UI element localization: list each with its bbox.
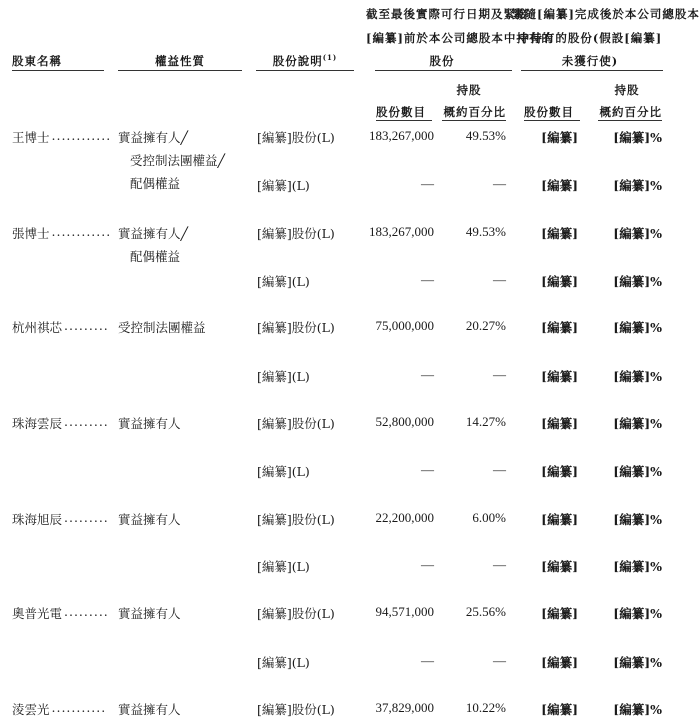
- percentage-pre-listing: —: [493, 367, 506, 382]
- leader-dots: .........: [64, 604, 109, 619]
- leader-dots: .........: [64, 414, 109, 429]
- nature-of-interest: 實益擁有人╱: [118, 130, 189, 145]
- leader-dots: .........: [64, 318, 109, 333]
- shares-post-listing: [編纂]: [541, 606, 578, 621]
- col-header-pct-right-underline: [598, 120, 662, 121]
- col-header-pct-left-line1: 持股: [456, 83, 482, 97]
- shares-pre-listing: 183,267,000: [369, 128, 434, 143]
- shareholder-name: 淩雲光: [12, 702, 50, 717]
- percentage-pre-listing: —: [493, 653, 506, 668]
- nature-of-interest: 實益擁有人: [118, 702, 181, 717]
- percentage-pre-listing: 6.00%: [472, 510, 506, 525]
- shareholder-name: 杭州祺芯: [12, 320, 63, 335]
- percentage-pre-listing: 14.27%: [465, 414, 506, 429]
- percentage-pre-listing: 49.53%: [465, 128, 506, 143]
- percentage-post-listing: [編纂]%: [613, 416, 662, 431]
- percentage-pre-listing: 49.53%: [465, 224, 506, 239]
- percentage-pre-listing: —: [493, 272, 506, 287]
- percentage-post-listing: [編纂]%: [613, 274, 662, 289]
- col-header-shares-left-underline: [376, 120, 432, 121]
- shares-pre-listing: 22,200,000: [375, 510, 434, 525]
- percentage-post-listing: [編纂]%: [613, 655, 662, 670]
- percentage-post-listing: [編纂]%: [613, 130, 662, 145]
- post-listing-group-underline: [521, 70, 663, 71]
- col-header-share-description: [256, 53, 354, 69]
- shareholder-name: 珠海旭辰: [12, 512, 63, 527]
- col-header-pct-left-line2: 概約百分比: [443, 105, 506, 119]
- share-description: [編纂]股份(L): [257, 320, 335, 335]
- col-header-pct-right-line2: 概約百分比: [599, 105, 662, 119]
- share-description: [編纂](L): [257, 178, 310, 193]
- shares-pre-listing: 94,571,000: [375, 604, 434, 619]
- shareholder-name: 珠海雲辰: [12, 416, 63, 431]
- post-listing-group-title-line1: 緊隨[編纂]完成後於本公司總股本: [512, 7, 700, 21]
- pre-listing-group-title-line1: 截至最後實際可行日期及緊接: [366, 7, 529, 21]
- pre-listing-group-title-line2: [編纂]前於本公司總股本中持有的: [366, 31, 554, 45]
- col-header-shares-right-underline: [524, 120, 580, 121]
- percentage-post-listing: [編纂]%: [613, 369, 662, 384]
- percentage-post-listing: [編纂]%: [613, 226, 662, 241]
- shares-pre-listing: —: [421, 462, 434, 477]
- percentage-pre-listing: —: [493, 557, 506, 572]
- shares-post-listing: [編纂]: [541, 559, 578, 574]
- shares-pre-listing: —: [421, 653, 434, 668]
- footnote-marker: (1): [322, 53, 338, 63]
- share-description: [編纂]股份(L): [257, 130, 335, 145]
- col-header-shares-left: 股份數目: [376, 105, 426, 119]
- shares-pre-listing: 52,800,000: [375, 414, 434, 429]
- nature-of-interest: 受控制法團權益╱: [130, 153, 226, 168]
- share-description: [編纂]股份(L): [257, 702, 335, 717]
- percentage-pre-listing: 10.22%: [465, 700, 506, 715]
- col-header-shareholder-name: 股東名稱: [12, 54, 62, 68]
- percentage-pre-listing: —: [493, 462, 506, 477]
- shares-post-listing: [編纂]: [541, 274, 578, 289]
- shares-post-listing: [編纂]: [541, 512, 578, 527]
- share-description: [編纂](L): [257, 655, 310, 670]
- nature-of-interest: 實益擁有人: [118, 416, 181, 431]
- col-header-nature-of-interest: 權益性質: [155, 54, 205, 68]
- shares-post-listing: [編纂]: [541, 416, 578, 431]
- nature-of-interest: 實益擁有人: [118, 606, 181, 621]
- percentage-post-listing: [編纂]%: [613, 702, 662, 717]
- col-header-share-description-text: 股份說明: [272, 54, 323, 68]
- col-header-name-underline: [12, 70, 104, 71]
- share-description: [編纂](L): [257, 369, 310, 384]
- shares-pre-listing: —: [421, 367, 434, 382]
- shares-pre-listing: 75,000,000: [375, 318, 434, 333]
- percentage-post-listing: [編纂]%: [613, 512, 662, 527]
- col-header-shares-right: 股份數目: [524, 105, 574, 119]
- shares-post-listing: [編纂]: [541, 369, 578, 384]
- percentage-post-listing: [編纂]%: [613, 178, 662, 193]
- share-description: [編纂]股份(L): [257, 416, 335, 431]
- shares-pre-listing: 183,267,000: [369, 224, 434, 239]
- share-description: [編纂]股份(L): [257, 512, 335, 527]
- nature-of-interest: 配偶權益: [130, 176, 181, 191]
- share-description: [編纂]股份(L): [257, 606, 335, 621]
- leader-dots: ...........: [51, 700, 107, 715]
- shares-post-listing: [編纂]: [541, 464, 578, 479]
- shares-pre-listing: 37,829,000: [375, 700, 434, 715]
- col-header-pct-right-line1: 持股: [614, 83, 640, 97]
- share-description: [編纂](L): [257, 274, 310, 289]
- shareholder-name: 張博士: [12, 226, 50, 241]
- leader-dots: ............: [51, 224, 112, 239]
- share-description: [編纂]股份(L): [257, 226, 335, 241]
- nature-of-interest: 配偶權益: [130, 249, 181, 264]
- post-listing-group-title-line2: 中持有的股份(假設[編纂]: [517, 31, 663, 45]
- pre-listing-group-title-line3: 股份: [429, 54, 455, 68]
- shares-pre-listing: —: [421, 176, 434, 191]
- percentage-pre-listing: 20.27%: [465, 318, 506, 333]
- shares-post-listing: [編纂]: [541, 130, 578, 145]
- col-header-pct-left-underline: [442, 120, 506, 121]
- shareholder-name: 王博士: [12, 130, 50, 145]
- shares-pre-listing: —: [421, 557, 434, 572]
- nature-of-interest: 實益擁有人╱: [118, 226, 189, 241]
- percentage-post-listing: [編纂]%: [613, 464, 662, 479]
- shares-post-listing: [編纂]: [541, 655, 578, 670]
- post-listing-group-title-line3: 未獲行使): [561, 54, 619, 68]
- share-description: [編纂](L): [257, 464, 310, 479]
- shareholder-name: 奧普光電: [12, 606, 63, 621]
- pre-listing-group-underline: [375, 70, 512, 71]
- shares-post-listing: [編纂]: [541, 702, 578, 717]
- shares-post-listing: [編纂]: [541, 320, 578, 335]
- percentage-pre-listing: —: [493, 176, 506, 191]
- percentage-post-listing: [編纂]%: [613, 320, 662, 335]
- shares-post-listing: [編纂]: [541, 226, 578, 241]
- share-description: [編纂](L): [257, 559, 310, 574]
- nature-of-interest: 受控制法團權益: [118, 320, 206, 335]
- percentage-post-listing: [編纂]%: [613, 559, 662, 574]
- percentage-pre-listing: 25.56%: [465, 604, 506, 619]
- nature-of-interest: 實益擁有人: [118, 512, 181, 527]
- col-header-desc-underline: [256, 70, 354, 71]
- percentage-post-listing: [編纂]%: [613, 606, 662, 621]
- col-header-nature-underline: [118, 70, 242, 71]
- leader-dots: .........: [64, 510, 109, 525]
- shares-pre-listing: —: [421, 272, 434, 287]
- shares-post-listing: [編纂]: [541, 178, 578, 193]
- leader-dots: ............: [51, 128, 112, 143]
